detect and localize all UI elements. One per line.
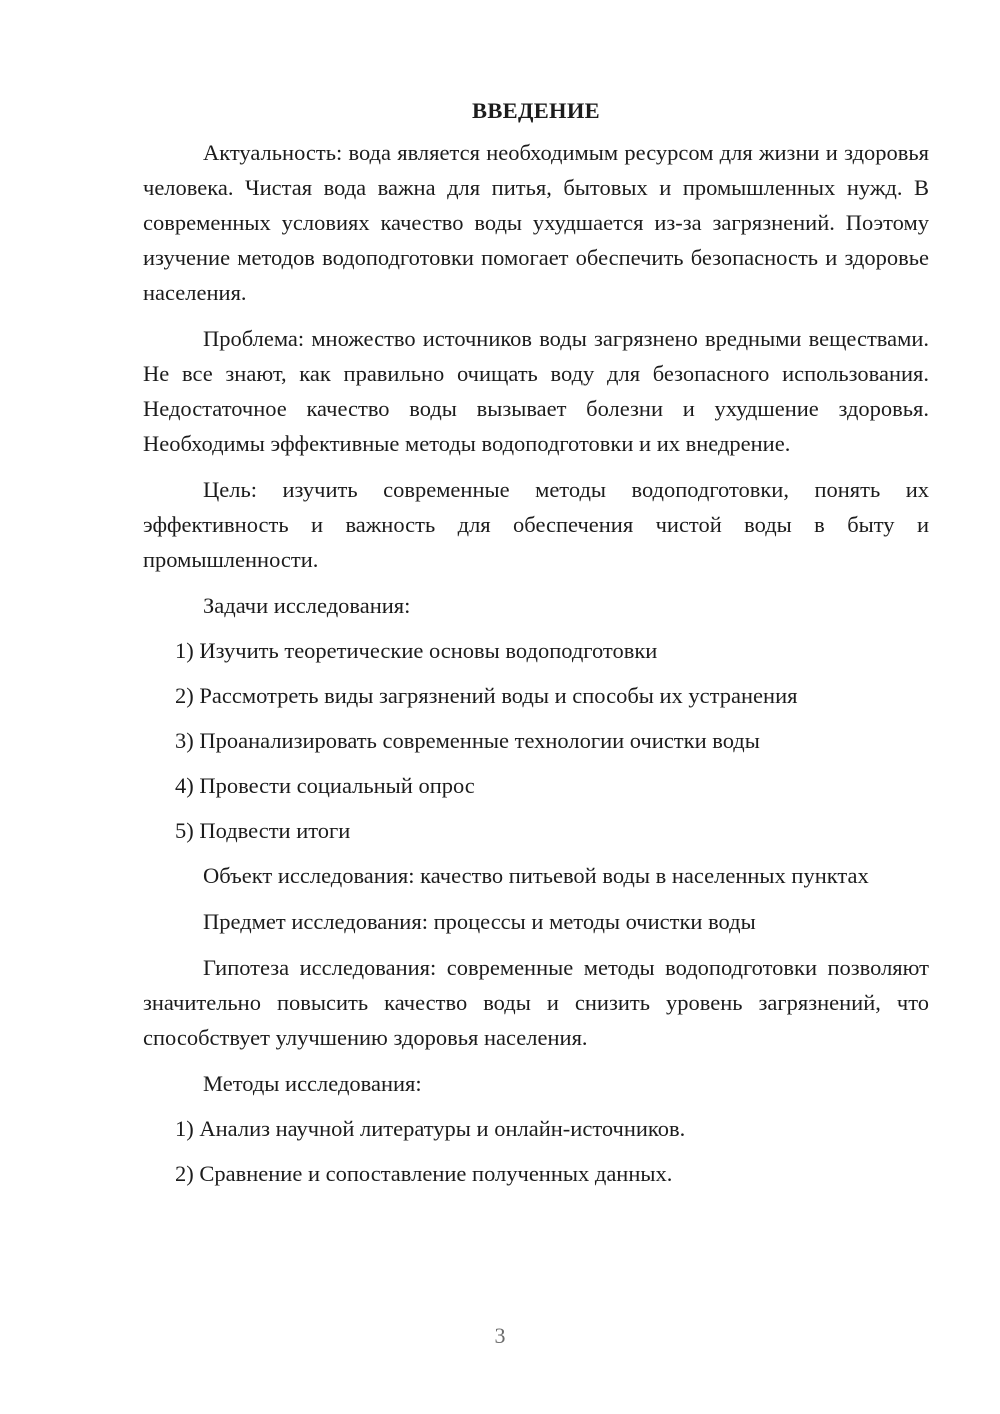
problem-paragraph: Проблема: множество источников воды загрязнено вредными веществами. Не все знают, как правильно очищать воду для безопасного использования. Недостаточное качество воды вызывает болезни и ухудшение здоровья. Необходимы эффективные методы водоподготовки и их внедрение. (143, 326, 929, 456)
methods-list (143, 1111, 929, 1191)
method-item: 2) Сравнение и сопоставление полученных данных. (175, 1161, 673, 1186)
object-paragraph: Объект исследования: качество питьевой воды в населенных пунктах (203, 863, 869, 888)
task-item: 4) Провести социальный опрос (175, 773, 475, 798)
task-item: 3) Проанализировать современные технологии очистки воды (175, 728, 760, 753)
task-item: 5) Подвести итоги (175, 818, 351, 843)
goal-paragraph: Цель: изучить современные методы водоподготовки, понять их эффективность и важность для обеспечения чистой воды в быту и промышленности. (143, 477, 929, 572)
section-title: ВВЕДЕНИЕ (472, 98, 600, 123)
subject-paragraph: Предмет исследования: процессы и методы очистки воды (203, 909, 756, 934)
tasks-heading: Задачи исследования: (203, 593, 411, 618)
methods-heading: Методы исследования: (203, 1071, 422, 1096)
method-item: 1) Анализ научной литературы и онлайн-источников. (175, 1116, 686, 1141)
page-content (143, 96, 929, 1201)
task-item: 1) Изучить теоретические основы водоподготовки (175, 638, 658, 663)
page-number: 3 (494, 1323, 506, 1348)
hypothesis-paragraph: Гипотеза исследования: современные методы водоподготовки позволяют значительно повысить качество воды и снизить уровень загрязнений, что способствует улучшению здоровья населения. (143, 955, 929, 1050)
relevance-paragraph: Актуальность: вода является необходимым ресурсом для жизни и здоровья человека. Чистая вода важна для питья, бытовых и промышленных нужд. В современных условиях качество воды ухудшается из-за загрязнений. Поэтому изучение методов водоподготовки помогает обеспечить безопасность и здоровье населения. (143, 140, 929, 305)
tasks-list (143, 633, 929, 848)
task-item: 2) Рассмотреть виды загрязнений воды и способы их устранения (175, 683, 798, 708)
